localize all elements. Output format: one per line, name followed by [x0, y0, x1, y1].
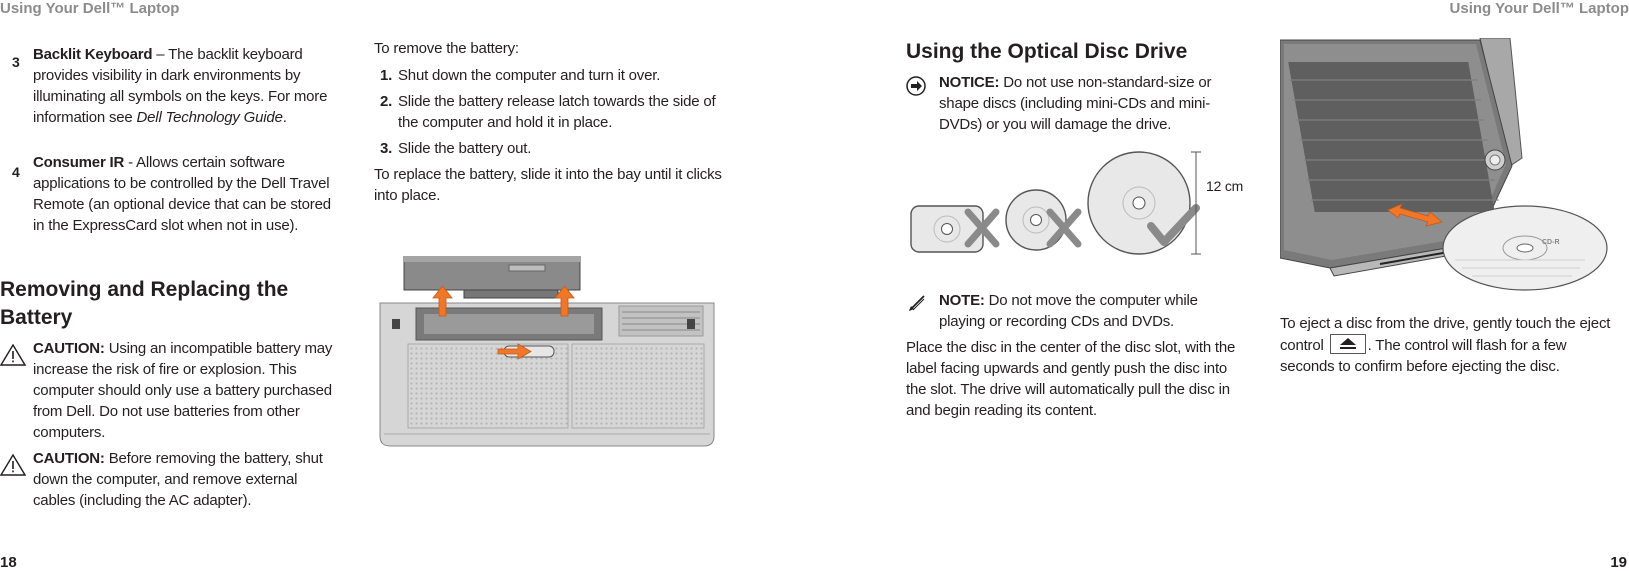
section-heading-optical-drive: Using the Optical Disc Drive [906, 40, 1188, 63]
caution-body: Using an incompatible battery may increase the risk of fire or explosion. This computer should only use a battery purchased from Dell. Do not use batteries from other computers. [33, 340, 333, 441]
caution-label: CAUTION: [33, 450, 105, 467]
item-3 [10, 44, 336, 128]
item-term: Consumer IR [33, 154, 125, 171]
running-header-left: Using Your Dell™ Laptop [0, 0, 180, 17]
step-number: 3. [380, 140, 393, 157]
caution-text [33, 338, 333, 443]
eject-text-part1: To eject a disc from the drive, gently touch the eject control [1280, 315, 1611, 354]
notice-body: Do not use non-standard-size or shape discs (including mini-CDs and mini-DVDs) or you will damage the drive. [939, 74, 1212, 133]
item-4 [10, 152, 336, 236]
step-list [374, 65, 724, 159]
caution-icon [0, 454, 26, 476]
step-text: Shut down the computer and turn it over. [398, 67, 661, 84]
item-text [33, 152, 339, 236]
disc-placement-text: Place the disc in the center of the disc slot, with the label facing upwards and gently push the disc into the slot. The drive will automatically pull the disc in and begin reading its content. [906, 339, 1236, 419]
battery-removal-illustration [374, 256, 724, 451]
note-body: Do not move the computer while playing or recording CDs and DVDs. [939, 292, 1198, 330]
running-header-right: Using Your Dell™ Laptop [1449, 0, 1629, 17]
note-label: NOTE: [939, 292, 985, 309]
disc-size-illustration [906, 148, 1256, 266]
section-heading-battery: Removing and Replacing the Battery [0, 278, 289, 329]
laptop-optical-drive-illustration [1280, 38, 1625, 296]
notice-block [906, 72, 1251, 135]
step-number: 2. [380, 93, 393, 110]
note-pencil-icon [908, 294, 926, 312]
step-item [374, 138, 724, 159]
step-text: Slide the battery release latch towards the side of the computer and hold it in place. [398, 93, 716, 131]
disc-brand-label: CD-R [1542, 239, 1560, 246]
caution-body: Before removing the battery, shut down the computer, and remove external cables (including the AC adapter). [33, 450, 323, 509]
replace-text: To replace the battery, slide it into the bay until it clicks into place. [374, 166, 722, 204]
item-term: Backlit Keyboard [33, 46, 153, 63]
caution-2 [0, 448, 340, 511]
step-item [374, 65, 724, 86]
note-text [939, 290, 1239, 332]
caution-1 [0, 338, 336, 443]
battery-instructions [374, 38, 724, 206]
item-punct: . [282, 109, 287, 126]
item-number: 3 [12, 54, 20, 70]
note-block [906, 290, 1251, 332]
item-number: 4 [12, 164, 20, 180]
step-text: Slide the battery out. [398, 140, 532, 157]
intro-text: To remove the battery: [374, 40, 519, 57]
page-number-right: 19 [1610, 554, 1627, 571]
notice-label: NOTICE: [939, 74, 1000, 91]
item-text [33, 44, 333, 128]
notice-icon [906, 76, 926, 96]
step-number: 1. [380, 67, 393, 84]
page-number-left: 18 [0, 554, 17, 571]
keyboard-keys [1288, 62, 1494, 212]
step-item [374, 91, 724, 133]
caution-icon [0, 344, 26, 366]
reference-title: Dell Technology Guide [136, 109, 283, 126]
eject-control-icon [1330, 334, 1366, 354]
disc-size-label: 12 cm [1206, 178, 1244, 194]
notice-text [939, 72, 1251, 135]
eject-text-part2: . The control will flash for a few seconds to confirm before ejecting the disc. [1280, 337, 1567, 375]
caution-label: CAUTION: [33, 340, 105, 357]
item-description: – The backlit keyboard provides visibility in dark environments by illuminating all symbols on the keys. For more information see [33, 46, 328, 126]
eject-instructions [1280, 313, 1620, 377]
caution-text [33, 448, 343, 511]
item-description: - Allows certain software applications to be controlled by the Dell Travel Remote (an optional device that can be stored in the ExpressCard slot when not in use). [33, 154, 331, 234]
